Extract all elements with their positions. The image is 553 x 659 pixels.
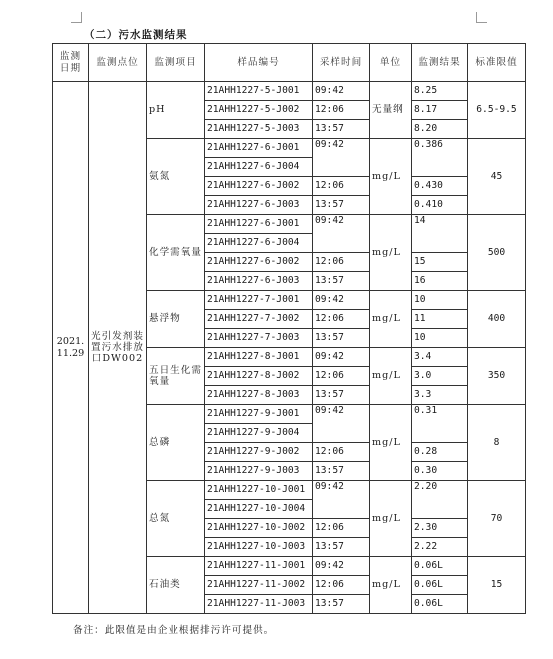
result-cell: 0.31 (412, 405, 468, 443)
sample-id-cell: 21AHH1227-5-J002 (205, 101, 313, 120)
table-body (53, 82, 526, 614)
sample-id-cell: 21AHH1227-11-J003 (205, 595, 313, 614)
table-header-row (53, 44, 526, 82)
monitoring-date-cell: 2021. 11.29 (53, 82, 89, 614)
sampling-time-cell: 09:42 (313, 405, 370, 443)
unit-cell: 无量纲 (370, 82, 412, 139)
unit-cell: mg/L (370, 557, 412, 614)
sampling-time-cell: 13:57 (313, 329, 370, 348)
sample-id-cell: 21AHH1227-7-J002 (205, 310, 313, 329)
monitoring-item-cell: pH (147, 82, 205, 139)
monitoring-item-cell: 氨氮 (147, 139, 205, 215)
unit-cell: mg/L (370, 291, 412, 348)
standard-limit-cell: 45 (468, 139, 526, 215)
standard-limit-cell: 6.5-9.5 (468, 82, 526, 139)
header-point: 监测点位 (89, 44, 147, 82)
sampling-time-cell: 09:42 (313, 348, 370, 367)
sampling-time-cell: 12:06 (313, 576, 370, 595)
sampling-time-cell: 12:06 (313, 519, 370, 538)
sampling-time-cell: 13:57 (313, 272, 370, 291)
result-cell: 2.22 (412, 538, 468, 557)
sample-id-cell: 21AHH1227-10-J004 (205, 500, 313, 519)
result-cell: 10 (412, 291, 468, 310)
sample-id-cell: 21AHH1227-6-J001 (205, 215, 313, 234)
sample-id-cell: 21AHH1227-6-J001 (205, 139, 313, 158)
monitoring-item-cell: 总磷 (147, 405, 205, 481)
result-cell: 2.30 (412, 519, 468, 538)
sampling-time-cell: 09:42 (313, 557, 370, 576)
sample-id-cell: 21AHH1227-11-J002 (205, 576, 313, 595)
result-cell: 3.4 (412, 348, 468, 367)
sample-id-cell: 21AHH1227-9-J001 (205, 405, 313, 424)
page-corner-mark-right (476, 12, 487, 23)
sampling-time-cell: 12:06 (313, 367, 370, 386)
result-cell: 0.30 (412, 462, 468, 481)
monitoring-item-cell: 石油类 (147, 557, 205, 614)
header-date: 监测日期 (53, 44, 89, 82)
header-limit: 标准限值 (468, 44, 526, 82)
result-cell: 0.28 (412, 443, 468, 462)
result-cell: 14 (412, 215, 468, 253)
result-cell: 3.3 (412, 386, 468, 405)
result-cell: 2.20 (412, 481, 468, 519)
sample-id-cell: 21AHH1227-9-J004 (205, 424, 313, 443)
sampling-time-cell: 12:06 (313, 310, 370, 329)
result-cell: 15 (412, 253, 468, 272)
sampling-time-cell: 12:06 (313, 177, 370, 196)
header-unit: 单位 (370, 44, 412, 82)
footnote: 备注：此限值是由企业根据排污许可提供。 (73, 625, 275, 636)
sample-id-cell: 21AHH1227-6-J004 (205, 234, 313, 253)
header-sample-id: 样品编号 (205, 44, 313, 82)
result-cell: 0.06L (412, 557, 468, 576)
result-cell: 11 (412, 310, 468, 329)
sample-id-cell: 21AHH1227-10-J001 (205, 481, 313, 500)
result-cell: 8.25 (412, 82, 468, 101)
unit-cell: mg/L (370, 139, 412, 215)
monitoring-item-cell: 总氮 (147, 481, 205, 557)
sampling-time-cell: 13:57 (313, 386, 370, 405)
result-cell: 0.06L (412, 576, 468, 595)
sampling-time-cell: 09:42 (313, 82, 370, 101)
sample-id-cell: 21AHH1227-8-J002 (205, 367, 313, 386)
sampling-time-cell: 13:57 (313, 462, 370, 481)
standard-limit-cell: 350 (468, 348, 526, 405)
standard-limit-cell: 70 (468, 481, 526, 557)
sample-id-cell: 21AHH1227-6-J003 (205, 272, 313, 291)
sampling-time-cell: 13:57 (313, 595, 370, 614)
result-cell: 0.430 (412, 177, 468, 196)
monitoring-item-cell: 悬浮物 (147, 291, 205, 348)
result-cell: 10 (412, 329, 468, 348)
sample-id-cell: 21AHH1227-6-J003 (205, 196, 313, 215)
sample-id-cell: 21AHH1227-11-J001 (205, 557, 313, 576)
monitoring-item-cell: 化学需氧量 (147, 215, 205, 291)
standard-limit-cell: 8 (468, 405, 526, 481)
sampling-time-cell: 12:06 (313, 253, 370, 272)
sample-id-cell: 21AHH1227-9-J003 (205, 462, 313, 481)
header-result: 监测结果 (412, 44, 468, 82)
unit-cell: mg/L (370, 405, 412, 481)
monitoring-point-cell: 光引发剂装置污水排放口DW002 (89, 82, 147, 614)
unit-cell: mg/L (370, 215, 412, 291)
sample-id-cell: 21AHH1227-10-J002 (205, 519, 313, 538)
sample-id-cell: 21AHH1227-6-J002 (205, 177, 313, 196)
result-cell: 0.06L (412, 595, 468, 614)
sample-id-cell: 21AHH1227-9-J002 (205, 443, 313, 462)
sample-id-cell: 21AHH1227-5-J001 (205, 82, 313, 101)
monitoring-item-cell: 五日生化需氧量 (147, 348, 205, 405)
result-cell: 0.386 (412, 139, 468, 177)
sampling-time-cell: 13:57 (313, 196, 370, 215)
section-title: （二）污水监测结果 (84, 29, 188, 41)
sample-id-cell: 21AHH1227-8-J003 (205, 386, 313, 405)
sampling-time-cell: 09:42 (313, 291, 370, 310)
sample-id-cell: 21AHH1227-7-J003 (205, 329, 313, 348)
sampling-time-cell: 09:42 (313, 139, 370, 177)
standard-limit-cell: 500 (468, 215, 526, 291)
unit-cell: mg/L (370, 348, 412, 405)
sample-id-cell: 21AHH1227-8-J001 (205, 348, 313, 367)
result-cell: 8.20 (412, 120, 468, 139)
standard-limit-cell: 15 (468, 557, 526, 614)
sampling-time-cell: 09:42 (313, 481, 370, 519)
result-cell: 8.17 (412, 101, 468, 120)
sample-id-cell: 21AHH1227-5-J003 (205, 120, 313, 139)
sampling-time-cell: 13:57 (313, 120, 370, 139)
result-cell: 16 (412, 272, 468, 291)
result-cell: 0.410 (412, 196, 468, 215)
sample-id-cell: 21AHH1227-6-J004 (205, 158, 313, 177)
header-time: 采样时间 (313, 44, 370, 82)
sample-id-cell: 21AHH1227-6-J002 (205, 253, 313, 272)
sample-id-cell: 21AHH1227-7-J001 (205, 291, 313, 310)
sample-id-cell: 21AHH1227-10-J003 (205, 538, 313, 557)
result-cell: 3.0 (412, 367, 468, 386)
page-corner-mark-left (71, 12, 82, 23)
sampling-time-cell: 09:42 (313, 215, 370, 253)
header-item: 监测项目 (147, 44, 205, 82)
sampling-time-cell: 12:06 (313, 443, 370, 462)
table-row (53, 82, 526, 101)
monitoring-results-table (52, 43, 526, 614)
unit-cell: mg/L (370, 481, 412, 557)
sampling-time-cell: 13:57 (313, 538, 370, 557)
standard-limit-cell: 400 (468, 291, 526, 348)
sampling-time-cell: 12:06 (313, 101, 370, 120)
